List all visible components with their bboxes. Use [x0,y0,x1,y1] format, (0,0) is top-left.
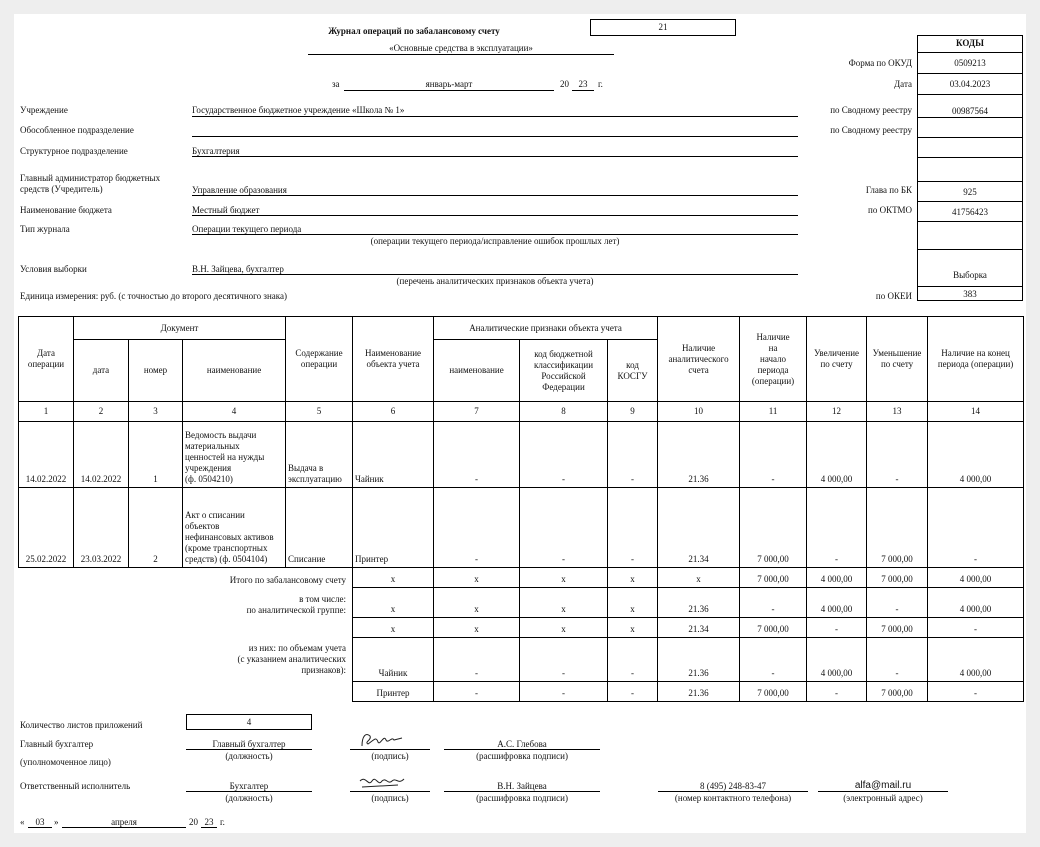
structural-line [192,156,798,157]
column-numbers-row [19,402,1024,422]
cell-start: - [740,588,807,618]
sign-year-suffix: г. [220,817,225,827]
journal-subtitle: «Основные средства в эксплуатации» [389,43,533,53]
oktmo-label: по ОКТМО [868,205,912,215]
cell-inc: - [807,488,867,568]
reestr2-label: по Сводному реестру [830,125,912,135]
col-num: 9 [608,402,658,422]
cell-an-kosgu: - [608,638,658,682]
th-document: Документ [74,317,286,340]
selection-hint: (перечень аналитических признаков объекта учета) [396,276,594,286]
exec-email: alfa@mail.ru [854,780,912,791]
cell-account: 21.34 [658,488,740,568]
cell-an-kbk: - [520,682,608,702]
cell-end: 4 000,00 [928,422,1024,488]
exec-position-line [186,791,312,792]
institution-value: Государственное бюджетное учреждение «Школа № 1» [192,105,405,115]
vyborka-code: Выборка [918,249,1022,286]
col-num: 5 [286,402,353,422]
exec-phone: 8 (495) 248-83-47 [700,781,766,791]
attachments-label: Количество листов приложений [20,720,143,730]
sign-month: апреля [111,817,137,827]
cell-an-name: x [434,568,520,588]
cell-an-kbk: x [520,568,608,588]
cell-start: 7 000,00 [740,682,807,702]
group-row [19,588,1024,618]
operations-table [18,316,1024,702]
exec-decode-hint: (расшифровка подписи) [476,793,568,803]
sign-month-line [62,827,186,828]
okud-code: 0509213 [918,52,1022,73]
cell-inc: 4 000,00 [807,568,867,588]
cell-doc-num: 1 [129,422,183,488]
cell-account: x [658,568,740,588]
year-suffix: г. [598,79,603,89]
cell-start: 7 000,00 [740,568,807,588]
subtitle-line [308,54,614,55]
cell-an-kosgu: - [608,488,658,568]
year-prefix: 20 [560,79,569,89]
th-start: Наличие на начало периода (операции) [740,317,807,402]
cell-an-kosgu: - [608,682,658,702]
cell-end: 4 000,00 [928,568,1024,588]
cell-an-kbk: x [520,618,608,638]
th-analytic: Аналитические признаки объекта учета [434,317,658,340]
th-date-op: Дата операции [19,317,74,402]
separate-label: Обособленное подразделение [20,125,134,135]
volume-row [19,638,1024,682]
th-an-kbk: код бюджетной классификации Российской Федерации [520,340,608,402]
exec-phone-line [658,791,808,792]
date-label: Дата [894,79,912,89]
oktmo-code: 41756423 [918,201,1022,221]
exec-phone-hint: (номер контактного телефона) [674,793,792,803]
group-label-empty [19,618,353,638]
exec-name-line [444,791,600,792]
admin-line [192,195,798,196]
cell-end: - [928,682,1024,702]
cell-object: x [353,568,434,588]
cell-an-name: x [434,618,520,638]
exec-position-hint: (должность) [225,793,273,803]
th-dec: Уменьшение по счету [867,317,928,402]
chief-label-2: (уполномоченное лицо) [20,757,111,767]
chief-name: А.С. Глебова [497,739,547,749]
col-num: 4 [183,402,286,422]
cell-an-name: - [434,422,520,488]
cell-content: Списание [286,488,353,568]
exec-name: В.Н. Зайцева [497,781,547,791]
cell-object: Принтер [353,682,434,702]
cell-an-kbk: - [520,422,608,488]
volume-label-empty [19,682,353,702]
volume-row [19,682,1024,702]
total-row [19,568,1024,588]
cell-an-kbk: x [520,588,608,618]
cell-an-kosgu: x [608,588,658,618]
exec-email-line [818,791,948,792]
th-account: Наличие аналитического счета [658,317,740,402]
cell-end: 4 000,00 [928,588,1024,618]
col-num: 6 [353,402,434,422]
empty-code-1 [918,137,1022,157]
period-prefix: за [332,79,340,89]
cell-object: Принтер [353,488,434,568]
codes-title: КОДЫ [956,38,984,48]
cell-start: - [740,638,807,682]
table-row [19,422,1024,488]
group-label: в том числе: по аналитической группе: [19,588,353,618]
exec-label: Ответственный исполнитель [20,781,131,791]
budget-line [192,215,798,216]
structural-label: Структурное подразделение [20,146,128,156]
cell-end: - [928,488,1024,568]
cell-an-name: - [434,638,520,682]
th-an-kosgu: код КОСГУ [608,340,658,402]
cell-doc-name: Ведомость выдачи материальных ценностей на нужды учреждения (ф. 0504210) [183,422,286,488]
col-num: 3 [129,402,183,422]
cell-dec: - [867,638,928,682]
cell-account: 21.36 [658,682,740,702]
glava-label: Глава по БК [865,185,912,195]
chief-position-line [186,749,312,750]
cell-account: 21.34 [658,618,740,638]
cell-inc: 4 000,00 [807,638,867,682]
period-value: январь-март [425,79,473,89]
sign-day: 03 [35,817,45,827]
exec-signature-line [350,791,430,792]
selection-label: Условия выборки [20,264,87,274]
cell-dec: 7 000,00 [867,488,928,568]
cell-dec: - [867,588,928,618]
cell-dec: 7 000,00 [867,682,928,702]
cell-doc-date: 14.02.2022 [74,422,129,488]
col-num: 13 [867,402,928,422]
table-row [19,488,1024,568]
period-line [344,90,554,91]
journal-type-hint: (операции текущего периода/исправление ошибок прошлых лет) [370,236,620,246]
cell-account: 21.36 [658,422,740,488]
year-value: 23 [578,79,588,89]
group-row [19,618,1024,638]
budget-value: Местный бюджет [192,205,260,215]
cell-date-op: 25.02.2022 [19,488,74,568]
chief-signature-hint: (подпись) [371,751,409,761]
th-object: Наименование объекта учета [353,317,434,402]
sign-day-line [28,827,52,828]
cell-an-kosgu: x [608,568,658,588]
cell-start: - [740,422,807,488]
okei-label: по ОКЕИ [875,291,912,301]
cell-an-kbk: - [520,488,608,568]
chief-position: Главный бухгалтер [212,739,286,749]
journal-type-label: Тип журнала [20,224,70,234]
cell-account: 21.36 [658,588,740,618]
sign-year: 23 [204,817,214,827]
col-num: 14 [928,402,1024,422]
cell-an-name: - [434,488,520,568]
col-num: 10 [658,402,740,422]
th-an-name: наименование [434,340,520,402]
cell-inc: 4 000,00 [807,588,867,618]
admin-value: Управление образования [192,185,287,195]
empty-code-3 [918,221,1022,249]
cell-dec: - [867,422,928,488]
cell-inc: 4 000,00 [807,422,867,488]
date-quote-close: » [54,817,59,827]
admin-label-2: средств (Учредитель) [20,184,103,194]
cell-account: 21.36 [658,638,740,682]
unit-text: Единица измерения: руб. (с точностью до второго десятичного знака) [20,291,287,301]
separate-line [192,136,798,137]
attachments-count: 4 [186,714,312,730]
th-doc-name: наименование [183,340,286,402]
cell-end: 4 000,00 [928,638,1024,682]
reestr1-label: по Сводному реестру [830,105,912,115]
okei-code: 383 [918,286,1022,300]
total-label: Итого по забалансовому счету [19,568,353,588]
date-code: 03.04.2023 [918,73,1022,94]
cell-an-kosgu: - [608,422,658,488]
reestr2-code [918,117,1022,137]
admin-label-1: Главный администратор бюджетных [20,173,161,183]
col-num: 8 [520,402,608,422]
cell-an-name: x [434,588,520,618]
col-num: 11 [740,402,807,422]
chief-signature-line [350,749,430,750]
cell-doc-date: 23.03.2022 [74,488,129,568]
chief-label-1: Главный бухгалтер [20,739,94,749]
cell-dec: 7 000,00 [867,618,928,638]
selection-line [192,274,798,275]
chief-position-hint: (должность) [225,751,273,761]
col-num: 12 [807,402,867,422]
okud-label: Форма по ОКУД [848,58,912,68]
col-num: 2 [74,402,129,422]
volume-label: из них: по объемам учета (с указанием аналитических признаков): [19,638,353,682]
cell-an-kbk: - [520,638,608,682]
exec-signature-hint: (подпись) [371,793,409,803]
th-content: Содержание операции [286,317,353,402]
cell-content: Выдача в эксплуатацию [286,422,353,488]
sign-year-prefix: 20 [189,817,198,827]
cell-object: Чайник [353,422,434,488]
date-quote-open: « [20,817,25,827]
document-page [14,14,1026,833]
cell-start: 7 000,00 [740,488,807,568]
cell-an-name: - [434,682,520,702]
cell-object: x [353,618,434,638]
sign-year-line [201,827,217,828]
chief-decode-hint: (расшифровка подписи) [476,751,568,761]
cell-dec: 7 000,00 [867,568,928,588]
cell-end: - [928,618,1024,638]
cell-inc: - [807,618,867,638]
exec-email-hint: (электронный адрес) [843,793,923,803]
journal-type-value: Операции текущего периода [192,224,302,234]
cell-start: 7 000,00 [740,618,807,638]
cell-date-op: 14.02.2022 [19,422,74,488]
cell-inc: - [807,682,867,702]
exec-position: Бухгалтер [229,781,269,791]
institution-label: Учреждение [20,105,68,115]
th-doc-num: номер [129,340,183,402]
journal-number: 21 [590,19,736,36]
cell-object: Чайник [353,638,434,682]
empty-code-2 [918,157,1022,181]
col-num: 7 [434,402,520,422]
selection-value: В.Н. Зайцева, бухгалтер [192,264,284,274]
journal-type-line [192,234,798,235]
reestr1-code: 00987564 [918,94,1022,117]
structural-value: Бухгалтерия [192,146,240,156]
institution-line [192,116,798,117]
journal-title: Журнал операций по забалансовому счету [328,26,500,36]
col-num: 1 [19,402,74,422]
cell-object: x [353,588,434,618]
cell-an-kosgu: x [608,618,658,638]
cell-doc-name: Акт о списании объектов нефинансовых активов (кроме транспортных средств) (ф. 0504104) [183,488,286,568]
glava-code: 925 [918,181,1022,201]
budget-label: Наименование бюджета [20,205,112,215]
year-line [572,90,594,91]
th-end: Наличие на конец периода (операции) [928,317,1024,402]
chief-name-line [444,749,600,750]
th-doc-date: дата [74,340,129,402]
th-inc: Увеличение по счету [807,317,867,402]
codes-block [917,35,1023,301]
cell-doc-num: 2 [129,488,183,568]
